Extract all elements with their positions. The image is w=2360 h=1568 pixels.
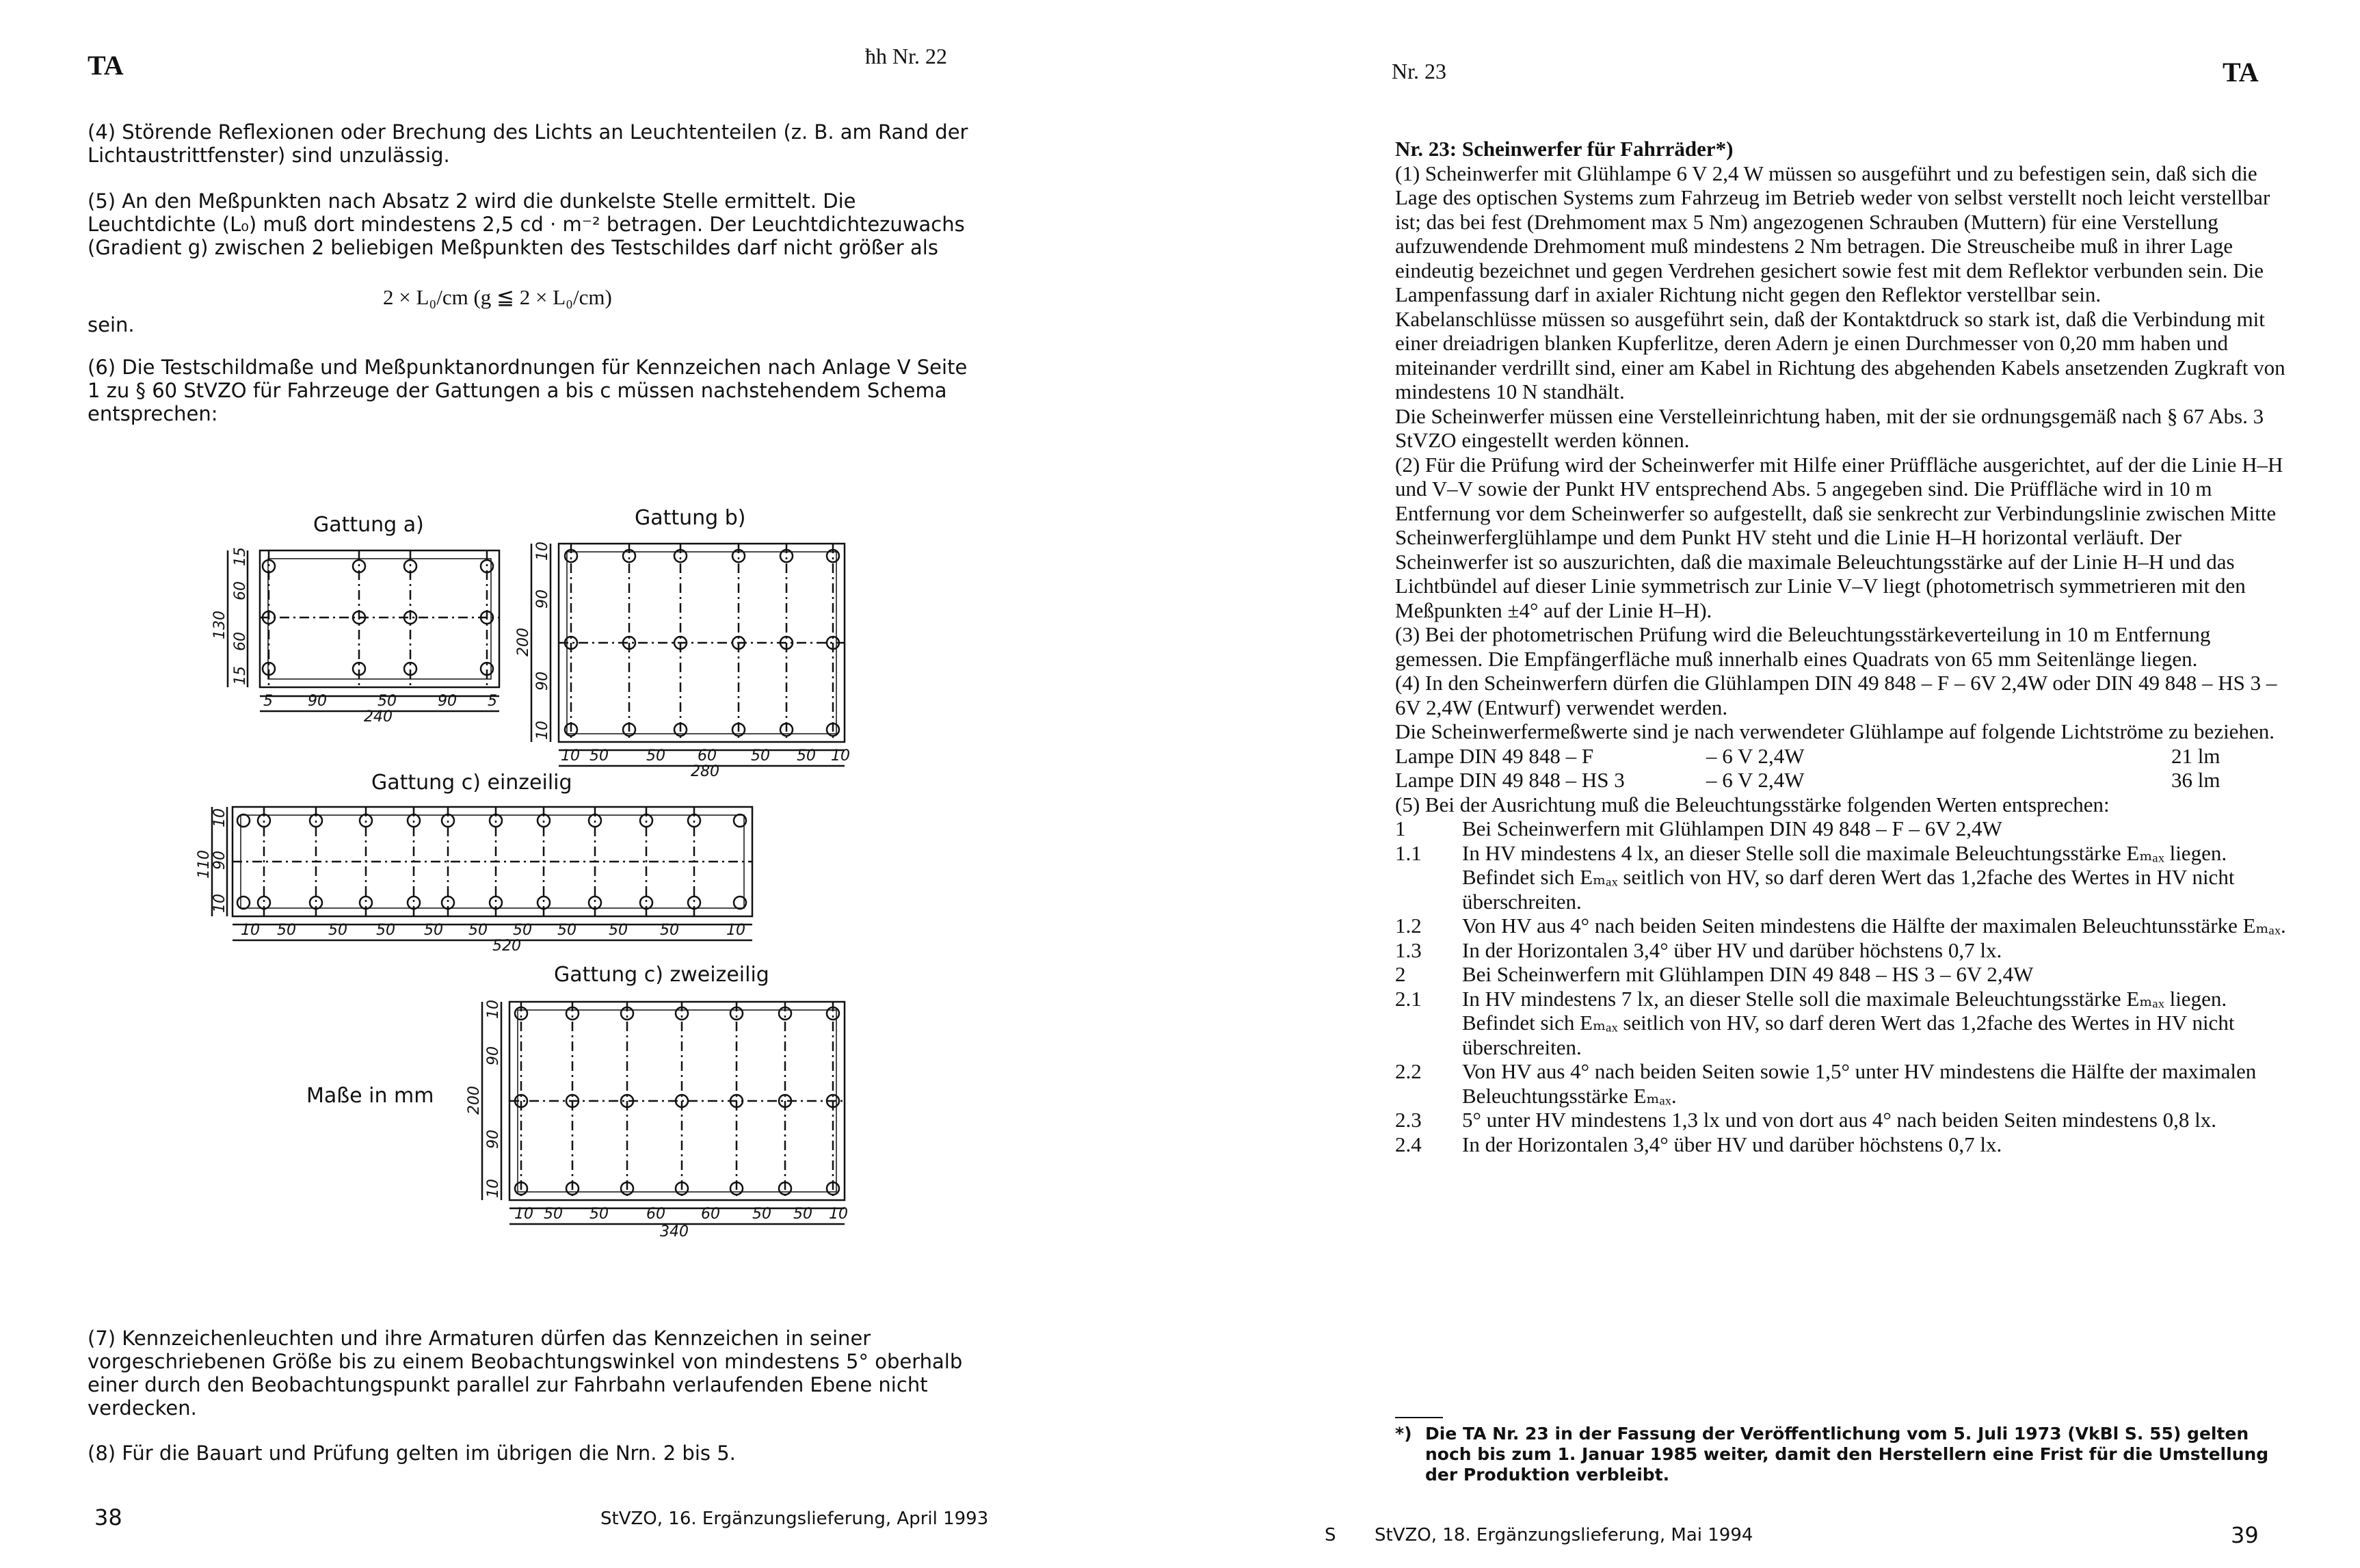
dim-c1-b9: 50 bbox=[660, 922, 679, 939]
dim-c2-total: 340 bbox=[660, 1223, 689, 1240]
dim-c2-s1: 90 bbox=[485, 1046, 502, 1065]
dim-c1-b5: 50 bbox=[468, 922, 488, 939]
list-item bbox=[1395, 1059, 2292, 1108]
diagram-gattung-c2 bbox=[482, 1002, 845, 1224]
dim-c2-b4: 60 bbox=[701, 1206, 720, 1223]
dim-a-height: 130 bbox=[211, 611, 228, 639]
page-number-left: 38 bbox=[94, 1504, 122, 1530]
ta-label-right: TA bbox=[2223, 57, 2259, 88]
list-item bbox=[1395, 1108, 2292, 1132]
item-text: Von HV aus 4° nach beiden Seiten sowie 1,5° unter HV mindestens die Hälfte der maximalen Beleuchtungsstärke Eₘₐₓ. bbox=[1462, 1059, 2257, 1108]
dim-c1-b8: 50 bbox=[609, 922, 628, 939]
list-item bbox=[1395, 816, 2292, 841]
right-text-body bbox=[1395, 137, 2292, 1156]
dim-b-s0: 10 bbox=[534, 542, 551, 561]
ta-label-left: TA bbox=[88, 50, 124, 81]
footnote-text: Die TA Nr. 23 in der Fassung der Veröffentlichung vom 5. Juli 1973 (VkBl S. 55) gelten noch bis zum 1. Januar 1985 weiter, damit den Herstellern eine Frist für die Umstellung der Produktion verbleibt. bbox=[1425, 1424, 2269, 1485]
item-number: 2.3 bbox=[1395, 1108, 1422, 1132]
dim-b-b5: 50 bbox=[797, 747, 816, 765]
paragraph-3: (3) Bei der photometrischen Prüfung wird die Beleuchtungsstärkeverteilung in 10 m Entfernung gemessen. Die Empfängerfläche muß innerhalb eines Quadrats von 65 mm Seitenlänge liegen. bbox=[1395, 622, 2211, 671]
dim-b-b2: 50 bbox=[646, 747, 665, 765]
item-number: 1.1 bbox=[1395, 840, 1422, 865]
diagram-gattung-c1 bbox=[212, 807, 752, 940]
dim-c2-b5: 50 bbox=[752, 1206, 771, 1223]
paragraph-1: (1) Scheinwerfer mit Glühlampe 6 V 2,4 W müssen so ausgeführt und zu befestigen sein, daß sich die Lage des optischen Systems zum Fahrzeug im Betrieb weder von selbst verstellt noch leicht verstellbar ist; das bei fest (Drehmoment max 5 Nm) angezogenen Schrauben (Muttern) für eine Verstellung aufzuwendende Drehmoment muß mindestens 2 Nm betragen. Die Streuscheibe muß in ihrer Lage eindeutig bezeichnet und gegen Verdrehen gesichert sowie fest mit dem Reflektor verbunden sein. Die Lampenfassung darf in axialer Richtung nicht gegen den Reflektor verstellbar sein. bbox=[1395, 161, 2270, 306]
paragraph-1b: Kabelanschlüsse müssen so ausgeführt sein, daß der Kontaktdruck so stark ist, daß die Verbindung mit einer dreiadrigen blanken Kupferlitze, deren Adern je einen Durchmesser von 0,20 mm haben und miteinander verdrillt sind, einer am Kabel in Richtung des abgehenden Kabels ansetzenden Zugkraft von mindestens 10 N standhält. bbox=[1395, 306, 2285, 403]
diagram-gattung-b bbox=[531, 544, 845, 766]
item-number: 1 bbox=[1395, 816, 1406, 840]
paragraph-5: (5) Bei der Ausrichtung muß die Beleuchtungsstärke folgenden Werten entsprechen: bbox=[1395, 792, 2110, 816]
item-text: In HV mindestens 7 lx, an dieser Stelle soll die maximale Beleuchtungsstärke Eₘₐₓ liegen. Befindet sich Eₘₐₓ seitlich von HV, so darf deren Wert das 1,2fache des Wertes in HV nicht überschreiten. bbox=[1462, 986, 2235, 1059]
list-item bbox=[1395, 914, 2292, 938]
lamp-lumen: 21 lm bbox=[2171, 743, 2220, 768]
dim-c1-b2: 50 bbox=[328, 922, 347, 939]
list-item bbox=[1395, 1132, 2292, 1157]
footnote-mark: *) bbox=[1395, 1424, 1412, 1444]
dim-c1-b7: 50 bbox=[557, 922, 576, 939]
dim-b-b4: 50 bbox=[751, 747, 770, 765]
lamp-name: Lampe DIN 49 848 – F bbox=[1395, 743, 1594, 768]
dim-c2-s3: 10 bbox=[485, 1179, 502, 1198]
footer-right: StVZO, 18. Ergänzungslieferung, Mai 1994 bbox=[1375, 1525, 1753, 1545]
paragraph-5-left: (5) An den Meßpunkten nach Absatz 2 wird die dunkelste Stelle ermittelt. Die Leuchtdichte (L₀) muß dort mindestens 2,5 cd · m⁻² betragen. Der Leuchtdichtezuwachs (Gradient g) zwischen 2 beliebigen Meßpunkten des Testschildes darf nicht größer als bbox=[88, 189, 965, 259]
paragraph-6-left: (6) Die Testschildmaße und Meßpunktanordnungen für Kennzeichen nach Anlage V Seite 1 zu § 60 StVZO für Fahrzeuge der Gattungen a bis c müssen nachstehendem Schema entsprechen: bbox=[88, 356, 968, 425]
dim-b-s2: 90 bbox=[534, 672, 551, 691]
item-number: 2.4 bbox=[1395, 1132, 1422, 1156]
dim-c1-b4: 50 bbox=[424, 922, 443, 939]
dim-a-b1: 90 bbox=[308, 693, 327, 710]
header-nr-right: Nr. 23 bbox=[1392, 59, 1446, 83]
dim-b-b3: 60 bbox=[698, 747, 717, 765]
item-text: Von HV aus 4° nach beiden Seiten mindestens die Hälfte der maximalen Beleuchtunsstärke Eₘₐₓ. bbox=[1462, 914, 2286, 938]
dim-b-height: 200 bbox=[515, 628, 532, 656]
footnote-rule bbox=[1395, 1417, 1443, 1418]
item-text: Bei Scheinwerfern mit Glühlampen DIN 49 848 – F – 6V 2,4W bbox=[1462, 816, 2002, 840]
paragraph-8-left: (8) Für die Bauart und Prüfung gelten im übrigen die Nrn. 2 bis 5. bbox=[88, 1441, 736, 1465]
item-text: Bei Scheinwerfern mit Glühlampen DIN 49 848 – HS 3 – 6V 2,4W bbox=[1462, 962, 2034, 986]
diagram-gattung-a bbox=[228, 550, 499, 711]
footnote bbox=[1395, 1424, 2291, 1485]
dim-b-b1: 50 bbox=[589, 747, 609, 765]
dim-c2-s0: 10 bbox=[485, 1000, 502, 1019]
lamp-row bbox=[1395, 744, 2292, 769]
dim-c1-b3: 50 bbox=[376, 922, 395, 939]
item-number: 2.2 bbox=[1395, 1059, 1422, 1083]
dim-b-b0: 10 bbox=[561, 747, 580, 765]
paragraph-4: (4) In den Scheinwerfern dürfen die Glühlampen DIN 49 848 – F – 6V 2,4W oder DIN 49 848 – HS 3 – 6V 2,4W (Entwurf) verwendet werden. bbox=[1395, 671, 2277, 719]
lamp-lumen: 36 lm bbox=[2171, 768, 2220, 792]
list-item bbox=[1395, 987, 2292, 1060]
formula: 2 × L₀/cm (g ≦ 2 × L₀/cm) bbox=[383, 285, 612, 309]
paragraph-2: (2) Für die Prüfung wird der Scheinwerfer mit Hilfe einer Prüffläche ausgerichtet, auf der die Linie H–H und V–V sowie der Punkt HV entsprechend Abs. 5 angegeben sind. Die Prüffläche wird in 10 m Entfernung vor dem Scheinwerfer so aufgestellt, daß sie senkrecht zur Verbindungslinie zwischen Mitte Scheinwerferglühlampe und dem Punkt HV steht und die Linie H–H horizontal verläuft. Der Scheinwerfer ist so auszurichten, daß die maximale Beleuchtungsstärke auf der Linie H–H und das Lichtbündel auf dieser Linie symmetrisch zur Linie V–V liegt (photometrisch symmetrieren mit den Meßpunkten ±4° auf der Linie H–H). bbox=[1395, 452, 2283, 622]
lamp-row bbox=[1395, 768, 2292, 793]
dim-c2-height: 200 bbox=[466, 1086, 483, 1115]
dim-a-b0: 5 bbox=[263, 693, 273, 710]
dim-b-b6: 10 bbox=[831, 747, 850, 765]
dim-c2-b2: 50 bbox=[589, 1206, 609, 1223]
dim-b-s3: 10 bbox=[534, 721, 551, 740]
dim-b-s1: 90 bbox=[534, 589, 551, 609]
dim-c2-s2: 90 bbox=[485, 1130, 502, 1149]
paragraph-7-left: (7) Kennzeichenleuchten und ihre Armaturen dürfen das Kennzeichen in seiner vorgeschriebenen Größe bis zu einem Beobachtungswinkel von mindestens 5° oberhalb einer durch den Beobachtungspunkt parallel zur Fahrbahn verlaufenden Ebene nicht verdecken. bbox=[88, 1327, 963, 1420]
dim-c2-b1: 50 bbox=[544, 1206, 563, 1223]
item-number: 1.3 bbox=[1395, 938, 1422, 962]
dim-c1-height: 110 bbox=[196, 850, 213, 879]
dim-a-s2: 60 bbox=[232, 632, 249, 651]
section-heading: Nr. 23: Scheinwerfer für Fahrräder*) bbox=[1395, 137, 1734, 161]
dim-c2-b7: 10 bbox=[829, 1206, 848, 1223]
list-item bbox=[1395, 962, 2292, 987]
dim-c1-b1: 50 bbox=[277, 922, 296, 939]
header-nr-left: ћh Nr. 22 bbox=[865, 44, 947, 68]
item-text: In der Horizontalen 3,4° über HV und darüber höchstens 0,7 lx. bbox=[1462, 1132, 2002, 1156]
page-number-right: 39 bbox=[2231, 1522, 2259, 1548]
dim-c1-b10: 10 bbox=[726, 922, 745, 939]
item-number: 2 bbox=[1395, 962, 1406, 986]
dim-a-b3: 90 bbox=[438, 693, 457, 710]
item-number: 2.1 bbox=[1395, 986, 1422, 1011]
dim-c1-s2: 10 bbox=[211, 894, 228, 913]
dim-a-s3: 15 bbox=[232, 666, 249, 685]
list-item bbox=[1395, 938, 2292, 963]
footer-marker-s: S bbox=[1325, 1525, 1336, 1545]
list-item bbox=[1395, 841, 2292, 914]
paragraph-4-left: (4) Störende Reflexionen oder Brechung des Lichts an Leuchtenteilen (z. B. am Rand der Lichtaustrittfenster) sind unzulässig. bbox=[88, 120, 968, 167]
dim-c1-s0: 10 bbox=[211, 808, 228, 827]
paragraph-1c: Die Scheinwerfer müssen eine Verstelleinrichtung haben, mit der sie ordnungsgemäß nach § 67 Abs. 3 StVZO eingestellt werden können. bbox=[1395, 403, 2264, 452]
item-text: 5° unter HV mindestens 1,3 lx und von dort aus 4° nach beiden Seiten mindestens 0,8 lx. bbox=[1462, 1108, 2217, 1132]
footer-left: StVZO, 16. Ergänzungslieferung, April 1993 bbox=[600, 1509, 989, 1529]
item-number: 1.2 bbox=[1395, 914, 1422, 938]
label-gattung-a: Gattung a) bbox=[313, 513, 424, 537]
label-gattung-c2: Gattung c) zweizeilig bbox=[554, 963, 769, 987]
label-gattung-b: Gattung b) bbox=[635, 506, 746, 530]
dim-a-s0: 15 bbox=[232, 547, 249, 566]
dim-c1-b6: 50 bbox=[513, 922, 532, 939]
dim-b-total: 280 bbox=[691, 763, 719, 780]
dim-c1-total: 520 bbox=[492, 938, 521, 955]
dim-c2-b0: 10 bbox=[514, 1206, 533, 1223]
dim-a-s1: 60 bbox=[232, 581, 249, 600]
dim-c2-b6: 50 bbox=[793, 1206, 812, 1223]
item-text: In HV mindestens 4 lx, an dieser Stelle soll die maximale Beleuchtungsstärke Eₘₐₓ liegen. Befindet sich Eₘₐₓ seitlich von HV, so darf deren Wert das 1,2fache des Wertes in HV nicht überschreiten. bbox=[1462, 840, 2235, 914]
item-text: In der Horizontalen 3,4° über HV und darüber höchstens 0,7 lx. bbox=[1462, 938, 2002, 962]
paragraph-4b: Die Scheinwerfermeßwerte sind je nach verwendeter Glühlampe auf folgende Lichtströme zu beziehen. bbox=[1395, 719, 2275, 743]
lamp-name: Lampe DIN 49 848 – HS 3 bbox=[1395, 768, 1625, 792]
label-gattung-c1: Gattung c) einzeilig bbox=[371, 771, 572, 795]
dim-c1-s1: 90 bbox=[211, 851, 228, 870]
dim-c1-b0: 10 bbox=[241, 922, 260, 939]
lamp-spec: – 6 V 2,4W bbox=[1706, 768, 1805, 792]
dim-a-b2: 50 bbox=[377, 693, 397, 710]
dim-c2-b3: 60 bbox=[646, 1206, 665, 1223]
label-masse: Maße in mm bbox=[306, 1084, 434, 1108]
dim-a-b4: 5 bbox=[488, 693, 497, 710]
lamp-spec: – 6 V 2,4W bbox=[1706, 743, 1805, 768]
paragraph-5-end: sein. bbox=[88, 313, 135, 336]
dim-a-total: 240 bbox=[364, 708, 393, 726]
